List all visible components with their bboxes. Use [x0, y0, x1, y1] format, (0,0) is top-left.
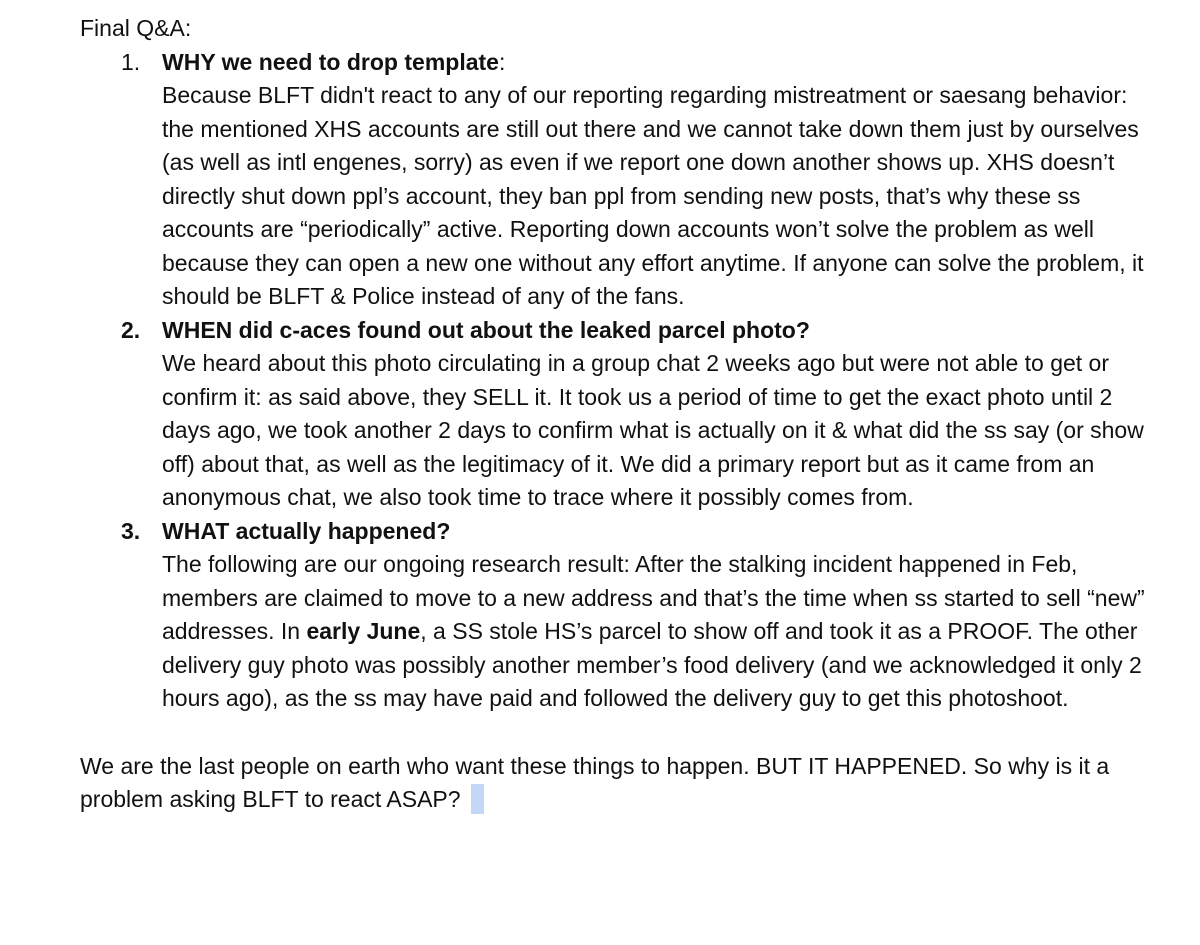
list-number: 3. — [121, 517, 141, 544]
question-suffix: : — [498, 48, 506, 75]
text-cursor-selection — [471, 784, 484, 814]
closing-paragraph[interactable] — [80, 750, 1140, 817]
list-number: 1. — [121, 48, 141, 75]
qa-item-3 — [80, 515, 1160, 716]
answer-text-part: , a SS stole HS’s parcel to show off and took it as a PROOF. The other delivery guy photo was possibly another member’s food delivery (and we acknowledged it only 2 hours ago), as the ss may have paid and followed the delivery guy to get this photoshoot. — [162, 618, 1142, 711]
question-line — [162, 46, 1160, 80]
qa-list — [80, 46, 1160, 716]
answer-text — [162, 548, 1160, 716]
answer-emphasis: early June — [306, 618, 421, 644]
question-text: WHEN did c-aces found out about the leaked parcel photo? — [162, 316, 810, 343]
question-text: WHY we need to drop template — [162, 48, 499, 75]
closing-text: We are the last people on earth who want these things to happen. BUT IT HAPPENED. So why is it a problem asking BLFT to react ASAP? — [80, 752, 1110, 812]
answer-text-part: The following are our ongoing research result: After the stalking incident happened in Feb, members are claimed to move to a new address and that’s the time when ss started to sell “new” addresses. In — [162, 551, 1145, 644]
document-heading: Final Q&A: — [80, 15, 192, 41]
answer-text: Because BLFT didn't react to any of our reporting regarding mistreatment or saesang behavior: the mentioned XHS accounts are still out there and we cannot take down them just by ourselves (as well as intl engenes, sorry) as even if we report one down another shows up. XHS doesn’t directly shut down ppl’s account, they ban ppl from sending new posts, that’s why these ss accounts are “periodically” active. Reporting down accounts won’t solve the problem as well because they can open a new one without any effort anytime. If anyone can solve the problem, it should be BLFT & Police instead of any of the fans. — [162, 82, 1144, 309]
answer-text: We heard about this photo circulating in a group chat 2 weeks ago but were not able to get or confirm it: as said above, they SELL it. It took us a period of time to get the exact photo until 2 days ago, we took another 2 days to confirm what is actually on it & what did the ss say (or show off) about that, as well as the legitimacy of it. We did a primary report but as it came from an anonymous chat, we also took time to trace where it possibly comes from. — [162, 350, 1144, 510]
qa-item-1 — [80, 46, 1160, 314]
qa-item-2 — [80, 314, 1160, 515]
question-text: WHAT actually happened? — [162, 517, 451, 544]
list-number: 2. — [121, 316, 141, 343]
document-body — [80, 12, 1160, 840]
